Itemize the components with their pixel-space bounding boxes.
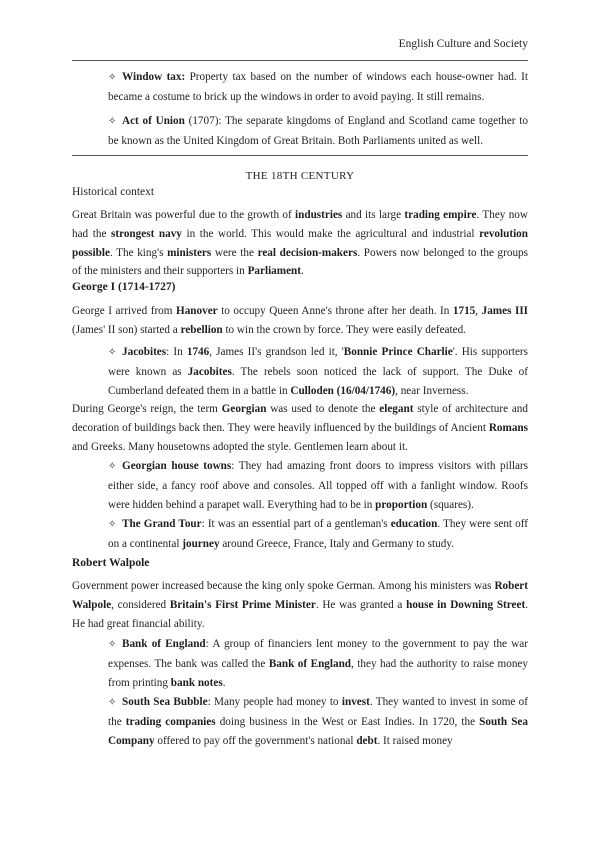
bold-term: Hanover	[176, 305, 218, 317]
text: were the	[211, 246, 258, 259]
text: : Many people had money to	[207, 696, 342, 708]
bullet-georgian-house-towns	[108, 457, 528, 514]
text: , they had the authority to raise money from printing	[108, 657, 528, 689]
text: ,	[475, 305, 482, 317]
text: . He had great financial ability.	[72, 598, 528, 630]
sparkle-bullet-icon: ✧	[108, 116, 117, 127]
section-rule	[72, 155, 528, 156]
paragraph-historical-context	[72, 206, 528, 281]
bold-term: 1746	[186, 346, 210, 358]
paragraph-georgian-style	[72, 400, 528, 456]
text: doing business in the West or East Indies. In 1720, the	[215, 715, 480, 728]
sparkle-bullet-icon: ✧	[108, 697, 117, 708]
text: style of architecture and decoration of buildings back then. They were heavily influenced by the buildings of Ancient	[72, 403, 528, 434]
bold-term: Robert Walpole	[72, 580, 528, 611]
bullet-south-sea-bubble	[108, 693, 528, 750]
bold-term: South Sea Company	[108, 715, 528, 747]
text: : They had amazing front doors to impress visitors with pillars either side, a fancy roof above and consoles. All topped off with a fanlight window. Roofs were hidden behind a parapet wall. Everything had to be in	[108, 460, 529, 511]
bullet-window-tax	[108, 68, 528, 107]
text: During George's reign, the term	[72, 403, 222, 415]
bold-term: proportion	[375, 498, 428, 511]
text: Great Britain was powerful due to the growth of	[72, 209, 296, 221]
bold-term: bank notes	[170, 676, 223, 689]
text: .	[301, 265, 304, 278]
text: : In	[166, 346, 187, 358]
text: and Greeks. Many housetowns adopted the style. Gentlemen learn about it.	[72, 440, 408, 453]
bold-term: Bonnie Prince Charlie	[343, 346, 453, 358]
heading-george-i: George I (1714-1727)	[72, 281, 176, 293]
bold-term: 1715	[452, 305, 476, 317]
text: , James II's grandson led it, '	[209, 346, 344, 358]
bold-term: revolution possible	[72, 227, 528, 259]
bold-term: James III	[481, 305, 529, 317]
bold-term: ministers	[167, 246, 212, 259]
text: '. His supporters were known as	[108, 346, 528, 378]
sparkle-bullet-icon: ✧	[108, 72, 117, 83]
bold-term: Jacobites	[187, 365, 232, 378]
bold-term: The Grand Tour	[122, 518, 202, 530]
header-rule	[72, 60, 528, 61]
section-title: THE 18TH CENTURY	[245, 170, 355, 182]
bullet-grand-tour	[108, 515, 528, 554]
bullet-text: Property tax based on the number of windows each house-owner had. It became a costume to brick up the windows in order to avoid paying. It still remains.	[108, 71, 528, 103]
bold-term: elegant	[379, 403, 414, 415]
sparkle-bullet-icon: ✧	[108, 347, 117, 358]
bullet-jacobites	[108, 343, 528, 400]
text: . He was granted a	[315, 598, 407, 611]
heading-robert-walpole: Robert Walpole	[72, 557, 150, 569]
bold-term: Bank of England	[122, 638, 206, 650]
text: . They now had the	[72, 209, 528, 240]
text: (James' II son) started a	[72, 323, 181, 336]
bold-term: invest	[341, 696, 370, 708]
text: . It raised money	[377, 734, 453, 747]
text: Government power increased because the king only spoke German. Among his ministers was	[72, 580, 495, 592]
bullet-act-of-union	[108, 112, 528, 151]
term: Window tax:	[122, 71, 186, 83]
bold-term: trading companies	[125, 715, 216, 728]
text: to occupy Queen Anne's throne after her death. In	[217, 305, 453, 317]
text: to win the crown by force. They were easily defeated.	[222, 323, 466, 336]
heading-historical-context: Historical context	[72, 186, 155, 198]
text: : It was an essential part of a gentleman's	[201, 518, 391, 530]
bold-term: Parliament	[247, 265, 301, 278]
text: : A group of financiers lent money to the government to pay the war expenses. The bank was called the	[108, 638, 528, 670]
text: . Powers now belonged to the groups of the ministers and their supporters in	[72, 246, 528, 278]
sparkle-bullet-icon: ✧	[108, 461, 117, 472]
page-header: English Culture and Society	[398, 38, 528, 50]
text: .	[222, 676, 226, 689]
bold-term: South Sea Bubble	[122, 696, 208, 708]
text: was used to denote the	[266, 403, 380, 415]
sparkle-bullet-icon: ✧	[108, 519, 117, 530]
bold-term: real decision-makers	[257, 246, 358, 259]
bold-term: Britain's First Prime Minister	[169, 598, 316, 611]
bold-term: Bank of England	[268, 657, 352, 670]
text: , near Inverness.	[395, 384, 469, 397]
text: . The rebels soon noticed the lack of support. The Duke of Cumberland defeated them in a battle in	[108, 365, 528, 397]
bold-term: Culloden (16/04/1746)	[290, 384, 396, 397]
bullet-bank-of-england	[108, 635, 528, 692]
bullet-text: (1707): The separate kingdoms of England and Scotland came together to be known as the United Kingdom of Great Britain. Both Parliaments united as well.	[108, 115, 528, 147]
text: , considered	[111, 598, 170, 611]
paragraph-walpole	[72, 577, 528, 633]
text: . The king's	[109, 246, 168, 259]
text: around Greece, France, Italy and Germany to study.	[219, 537, 454, 550]
text: George I arrived from	[72, 305, 177, 317]
bold-term: Georgian house towns	[122, 460, 232, 472]
bold-term: Georgian	[221, 403, 267, 415]
bold-term: industries	[295, 209, 343, 221]
bold-term: debt	[356, 734, 378, 747]
bold-term: trading empire	[404, 209, 477, 221]
paragraph-george-i	[72, 302, 528, 340]
bold-term: Jacobites	[122, 346, 167, 358]
text: (squares).	[427, 498, 474, 511]
text: . They were sent off on a continental	[108, 518, 528, 550]
sparkle-bullet-icon: ✧	[108, 639, 117, 650]
text: offered to pay off the government's national	[154, 734, 357, 747]
text: . They wanted to invest in some of the	[108, 696, 529, 728]
bold-term: Romans	[488, 421, 528, 434]
term: Act of Union	[122, 115, 185, 127]
text: in the world. This would make the agricultural and industrial	[181, 227, 480, 240]
text: and its large	[342, 209, 405, 221]
bold-term: strongest navy	[111, 227, 182, 240]
bold-term: rebellion	[180, 323, 223, 336]
bold-term: education	[390, 518, 438, 530]
bold-term: house in Downing Street	[406, 598, 526, 611]
bold-term: journey	[182, 537, 220, 550]
